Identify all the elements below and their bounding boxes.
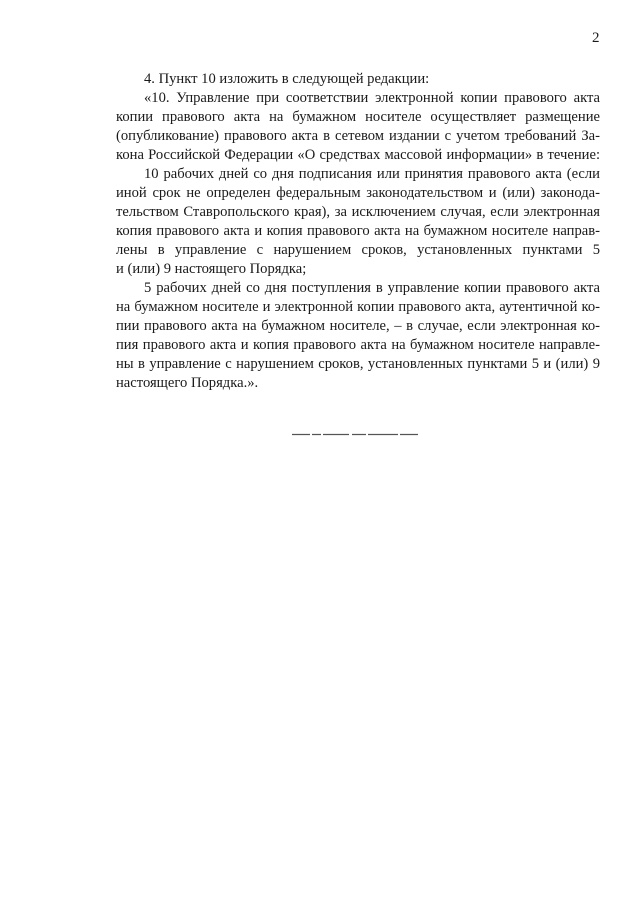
document-line: лены в управление с нарушением сроков, установленных пунктами 5	[116, 242, 600, 258]
document-line: на бумажном носителе и электронной копии правового акта, аутентичной ко-	[116, 299, 600, 315]
document-line: копии правового акта на бумажном носителе осуществляет размещение	[116, 109, 600, 125]
document-line: 10 рабочих дней со дня подписания или принятия правового акта (если	[144, 166, 600, 182]
document-line: иной срок не определен федеральным законодательством и (или) законода-	[116, 185, 600, 201]
document-line: 5 рабочих дней со дня поступления в управление копии правового акта	[144, 280, 600, 296]
document-body	[116, 70, 600, 393]
document-line: пия правового акта и копия правового акта на бумажном носителе направле-	[116, 337, 600, 353]
document-line: 4. Пункт 10 изложить в следующей редакции:	[144, 71, 430, 87]
document-line: ны в управление с нарушением сроков, установленных пунктами 5 и (или) 9	[116, 356, 600, 372]
document-line: пии правового акта на бумажном носителе, – в случае, если электронная ко-	[116, 318, 600, 334]
document-line: «10. Управление при соответствии электронной копии правового акта	[144, 90, 600, 106]
document-line: настоящего Порядка.».	[116, 375, 259, 391]
document-line: и (или) 9 настоящего Порядка;	[116, 261, 307, 277]
document-line: тельством Ставропольского края), за исключением случая, если электронная	[116, 204, 600, 220]
document-line: копия правового акта и копия правового акта на бумажном носителе направ-	[116, 223, 600, 239]
document-line: (опубликование) правового акта в сетевом издании с учетом требований За-	[116, 128, 600, 144]
page-number: 2	[592, 30, 600, 46]
end-separator-line	[292, 433, 420, 436]
document-line: кона Российской Федерации «О средствах массовой информации» в течение:	[116, 147, 600, 163]
